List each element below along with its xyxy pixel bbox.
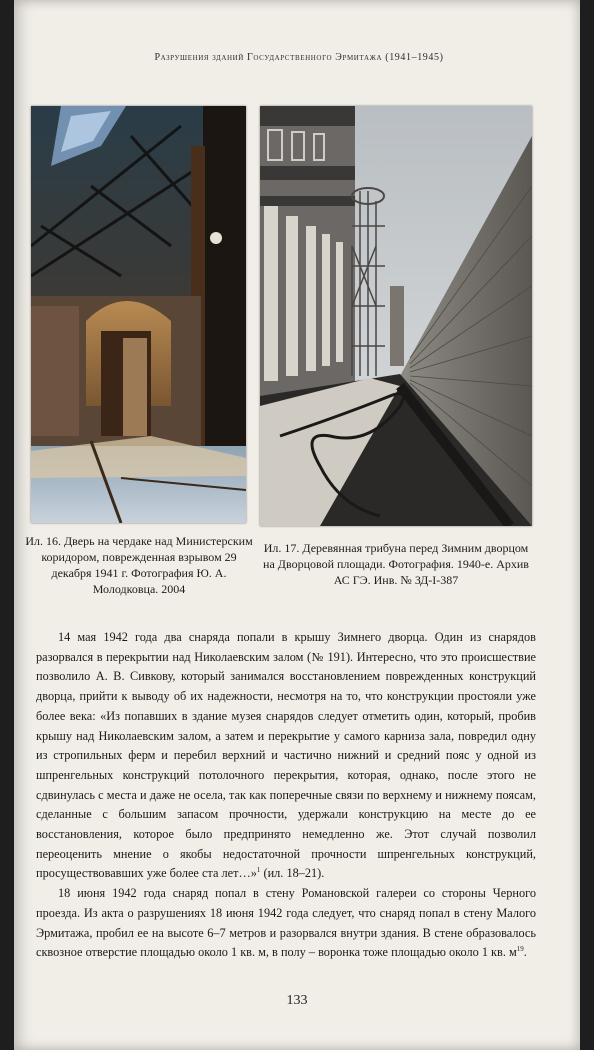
page-number: 133 [286,993,308,1008]
footnote-ref: 1 [256,866,261,875]
footnote-ref: 19 [516,945,524,954]
photo-wooden-tribune [260,106,532,526]
body-text [36,628,536,963]
paragraph [36,628,536,884]
figure-17-caption: Ил. 17. Деревянная трибуна перед Зимним дворцом на Дворцовой площади. Фотография. 1940-е. Архив АС ГЭ. Инв. № ЗД-I-387 [263,541,529,587]
paragraph-text: 14 мая 1942 года два снаряда попали в крышу Зимнего дворца. Один из снарядов разорвался в перекрытии над Николаевским залом (№ 191). Интересно, что это происшествие позволило А. В. Сивкову, который занимался восстановлением поврежденных конструкций дворца, прийти к выводу об их надежности, несмотря на то, что конструкции простояли уже более века: «Из попавших в здание музея снарядов следует отметить один, который, пробив крышу над Николаевским залом, а затем и перекрытие у самого карниза зала, повредил одну из стропильных ферм и перебил верхний и частично нижний и средний пояс у одной из шпренгельных конструкций потолочного перекрытия, которая, однако, после этого не сдвинулась с места и даже не осела, так как поперечные связи по верхнему и нижнему поясам, сделанные с большим запасом прочности, удержали конструкцию на месте до ее восстановления, которое было предпринято немедленно же. Этот случай позволил переоценить мнение о якобы недостаточной прочности шпренгельных конструкций, просуществовавших уже более ста лет…» [36,630,536,881]
paragraph-text: 18 июня 1942 года снаряд попал в стену Романовской галереи со стороны Черного проезда. Из акта о разрушениях 18 июня 1942 года следует, что снаряд попал в стену Малого Эрмитажа, пробил ее на высоте 6–7 метров и разорвался внутри здания. В стене образовалось сквозное отверстие площадью около 1 кв. м, в полу – воронка тоже площадью около 1 кв. м [36,886,536,960]
book-page [14,0,580,1050]
paragraph-text: . [523,945,527,960]
photo-attic-door [31,106,246,523]
running-header: Разрушения зданий Государственного Эрмитажа (1941–1945) [154,52,444,63]
figure-16-caption: Ил. 16. Дверь на чердаке над Министерским коридором, поврежденная взрывом 29 декабря 1941 г. Фотография Ю. А. Молодковца. 2004 [25,534,253,596]
paragraph [36,884,536,963]
paragraph-text: (ил. 18–21). [260,866,325,881]
